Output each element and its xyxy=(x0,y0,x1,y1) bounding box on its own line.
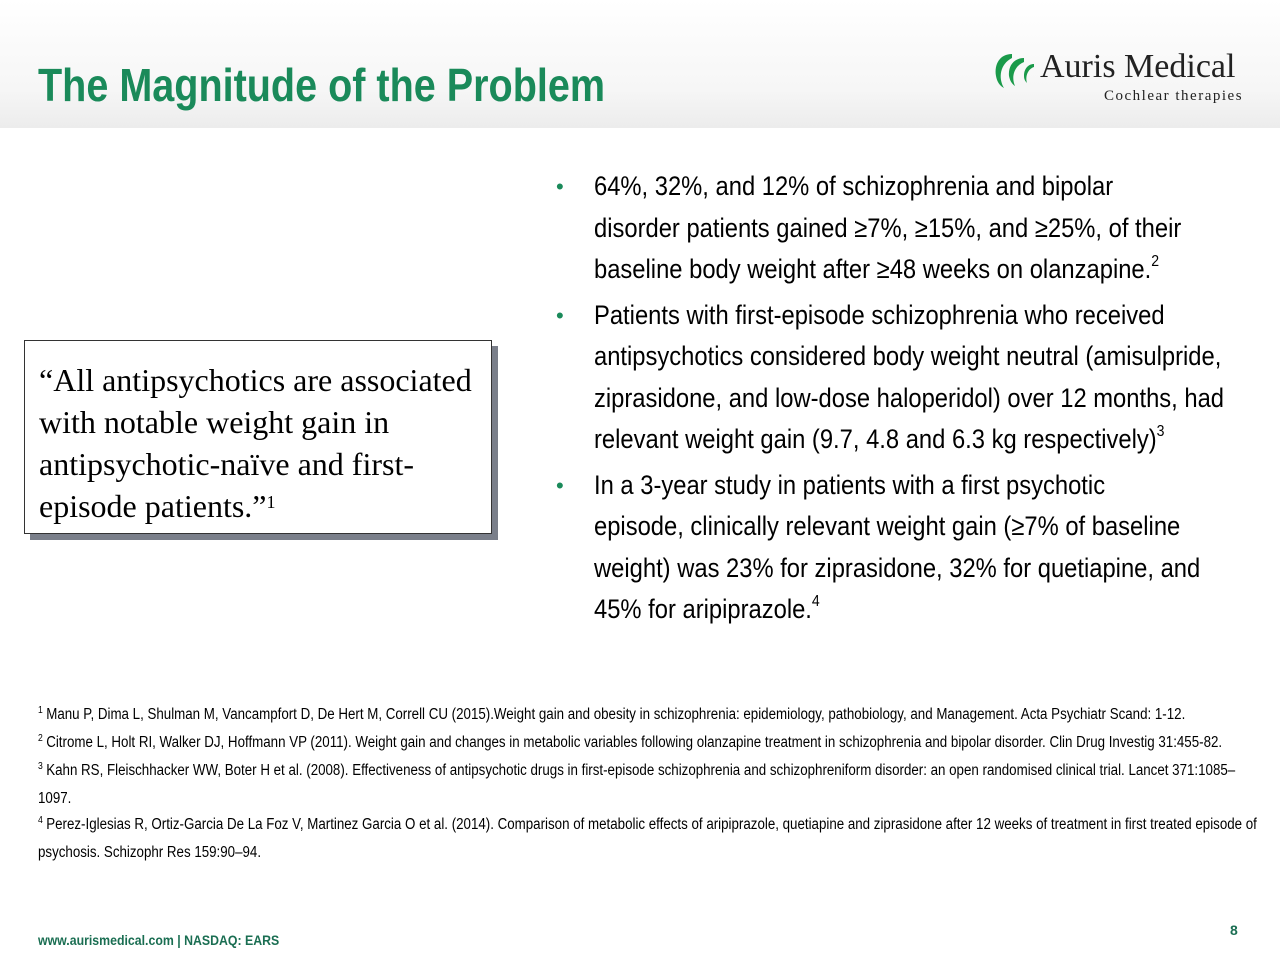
bullet-text-body: 64%, 32%, and 12% of schizophrenia and bipolar disorder patients gained ≥7%, ≥15%, and ≥25%, of their baseline body weight after ≥48 weeks on olanzapine. xyxy=(594,171,1182,284)
page-title: The Magnitude of the Problem xyxy=(38,59,606,111)
bullet-text-body: Patients with first-episode schizophrenia who received antipsychotics considered body weight neutral (amisulpride, ziprasidone, and low-dose haloperidol) over 12 months, had relevant weight gain (9.7, 4.8 and 6.3 kg respectively) xyxy=(594,299,1225,454)
bullet-icon: • xyxy=(556,302,564,328)
reference-num: 1 xyxy=(38,705,43,716)
reference-num: 4 xyxy=(38,815,43,826)
bullet-ref: 3 xyxy=(1156,423,1165,440)
bullet-icon: • xyxy=(556,174,564,199)
quote-ref: 1 xyxy=(266,492,276,512)
bullet-text xyxy=(594,166,1192,295)
page-number: 8 xyxy=(1230,922,1238,938)
bullet-ref: 2 xyxy=(1151,253,1160,270)
bullet-text xyxy=(594,295,1236,465)
quote-box xyxy=(24,340,492,534)
reference-num: 3 xyxy=(38,761,43,772)
references xyxy=(38,702,1268,866)
reference-item xyxy=(38,812,1259,866)
reference-text: Kahn RS, Fleischhacker WW, Boter H et al. (2008). Effectiveness of antipsychotic drugs in first-episode schizophrenia and schizophreniform disorder: an open randomised clinical trial. Lancet 371:1085–1097. xyxy=(38,762,1236,807)
bullet-item xyxy=(554,465,1254,635)
bullet-text xyxy=(594,465,1201,635)
bullet-text-body: In a 3-year study in patients with a first psychotic episode, clinically relevant weight gain (≥7% of baseline weight) was 23% for ziprasidone, 32% for quetiapine, and 45% for aripiprazole. xyxy=(594,469,1201,624)
bullet-ref: 4 xyxy=(811,593,820,610)
company-logo xyxy=(990,44,1260,106)
reference-text: Perez-Iglesias R, Ortiz-Garcia De La Foz V, Martinez Garcia O et al. (2014). Comparison of metabolic effects of aripiprazole, quetiapine and ziprasidone after 12 weeks of treatment in first treated episode of psychosis. Schizophr Res 159:90–94. xyxy=(38,816,1257,861)
auris-logo-icon xyxy=(990,48,1046,92)
reference-item xyxy=(38,758,1259,812)
reference-item xyxy=(38,730,1259,758)
logo-name: Auris Medical xyxy=(1040,48,1236,85)
bullet-item xyxy=(554,166,1254,295)
reference-text: Manu P, Dima L, Shulman M, Vancampfort D, De Hert M, Correll CU (2015).Weight gain and obesity in schizophrenia: epidemiology, pathobiology, and Management. Acta Psychiatr Scand: 1-12. xyxy=(46,706,1186,723)
bullet-list xyxy=(554,166,1254,635)
footer-link[interactable]: www.aurismedical.com | NASDAQ: EARS xyxy=(38,932,280,948)
reference-item xyxy=(38,702,1259,730)
quote-text xyxy=(39,359,489,527)
reference-num: 2 xyxy=(38,733,43,744)
logo-tagline: Cochlear therapies xyxy=(1104,88,1244,104)
reference-text: Citrome L, Holt RI, Walker DJ, Hoffmann VP (2011). Weight gain and changes in metabolic variables following olanzapine treatment in schizophrenia and bipolar disorder. Clin Drug Investig 31:455-82. xyxy=(46,734,1223,751)
bullet-icon: • xyxy=(556,472,564,498)
quote-text-body: “All antipsychotics are associated with notable weight gain in antipsychotic-naïve and first-episode patients.” xyxy=(39,362,472,524)
bullet-item xyxy=(554,295,1254,465)
